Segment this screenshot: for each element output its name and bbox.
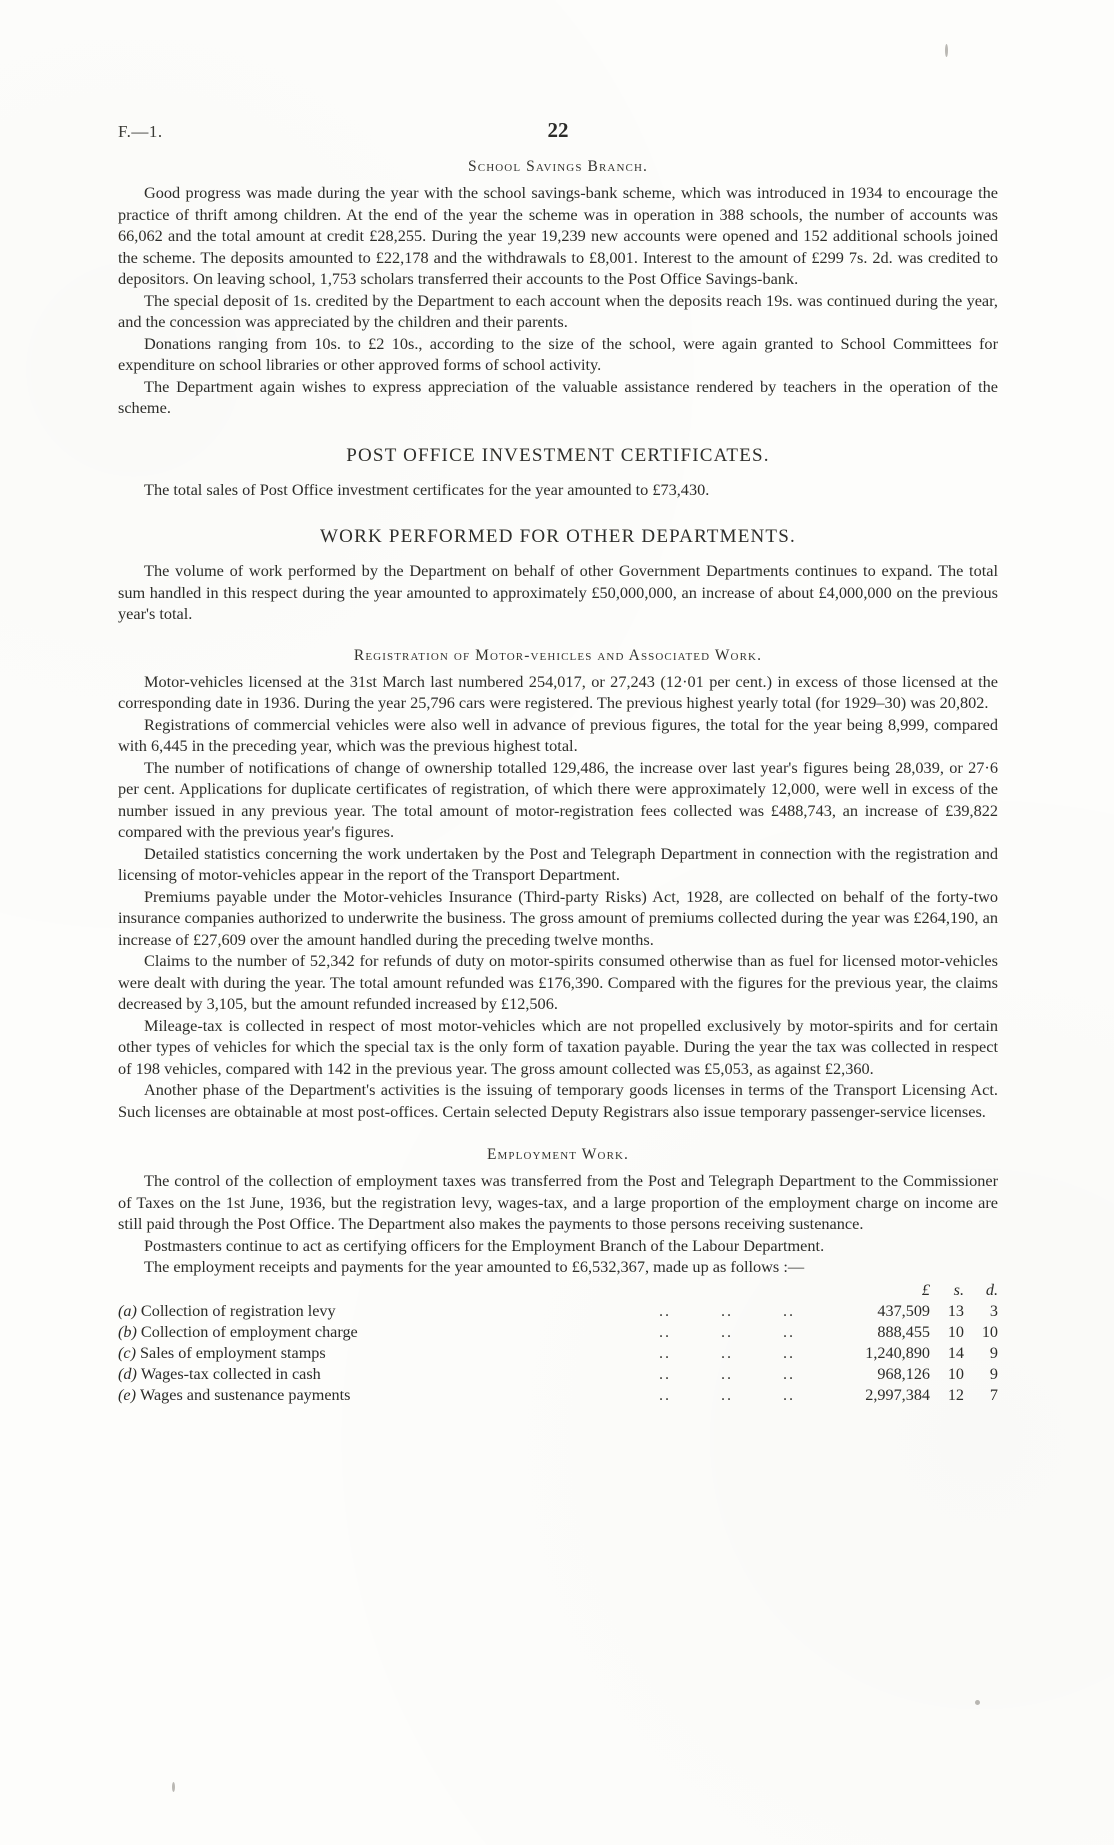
document-code: F.—1. bbox=[118, 122, 163, 141]
table-header-blank bbox=[758, 1280, 820, 1301]
table-header-blank bbox=[118, 1280, 634, 1301]
page-header bbox=[118, 118, 998, 148]
row-marker: (a) bbox=[118, 1301, 137, 1320]
row-label bbox=[118, 1364, 634, 1385]
paragraph: Motor-vehicles licensed at the 31st March last numbered 254,017, or 27,243 (12·01 per cent.) in excess of those licensed at the corresponding date in 1936. During the year 25,796 cars were registered. The previous highest yearly total (for 1929–30) was 20,802. bbox=[118, 671, 998, 712]
row-marker: (c) bbox=[118, 1343, 136, 1362]
row-marker: (d) bbox=[118, 1364, 137, 1383]
paragraph: The volume of work performed by the Department on behalf of other Government Departments continues to expand. The total sum handled in this respect during the year amounted to approximately £50,000,000, an increase of about £4,000,000 on the previous year's total. bbox=[118, 561, 998, 623]
row-text: Wages-tax collected in cash bbox=[140, 1364, 321, 1383]
row-label bbox=[118, 1301, 634, 1322]
row-dots: .. bbox=[658, 1385, 672, 1404]
column-header-pounds: £ bbox=[921, 1280, 930, 1299]
row-pence: 9 bbox=[989, 1343, 998, 1362]
row-dots: .. bbox=[658, 1343, 672, 1362]
row-label bbox=[118, 1343, 634, 1364]
paragraph: Registrations of commercial vehicles were also well in advance of previous figures, the total for the year being 8,999, compared with 6,445 in the preceding year, which was the previous highest total. bbox=[118, 714, 998, 755]
row-dots: .. bbox=[782, 1343, 796, 1362]
section-heading: WORK PERFORMED FOR OTHER DEPARTMENTS. bbox=[320, 526, 796, 547]
section-work-performed-for-other-departments bbox=[118, 526, 998, 625]
row-label bbox=[118, 1385, 634, 1406]
paragraph: The control of the collection of employment taxes was transferred from the Post and Telegraph Department to the Commissioner of Taxes on the 1st June, 1936, but the registration levy, wages-tax, and a large proportion of the employment charge on income are still paid through the Post Office. The Department also makes the payments to those persons receiving sustenance. bbox=[118, 1171, 998, 1233]
paragraph: The number of notifications of change of ownership totalled 129,486, the increase over last year's figures being 28,039, or 27·6 per cent. Applications for duplicate certificates of registration, of which there were approximately 12,000, were well in excess of the number issued in any previous year. The total amount of motor-registration fees collected was £488,743, an increase of £39,822 compared with the previous year's figures. bbox=[118, 757, 998, 841]
row-pence: 10 bbox=[981, 1322, 998, 1341]
row-dots: .. bbox=[720, 1301, 734, 1320]
row-dots: .. bbox=[720, 1364, 734, 1383]
table-header-blank bbox=[634, 1280, 696, 1301]
section-heading: Registration of Motor-vehicles and Associated Work. bbox=[353, 646, 763, 664]
row-pounds: 437,509 bbox=[877, 1301, 930, 1320]
section-post-office-investment-certificates bbox=[118, 445, 998, 501]
row-shillings: 14 bbox=[947, 1343, 964, 1362]
paragraph: The total sales of Post Office investment certificates for the year amounted to £73,430. bbox=[144, 479, 710, 499]
table-header-row bbox=[118, 1280, 998, 1301]
table-row bbox=[118, 1385, 998, 1406]
row-shillings: 13 bbox=[947, 1301, 964, 1320]
row-marker: (b) bbox=[118, 1322, 137, 1341]
row-pence: 7 bbox=[989, 1385, 998, 1404]
paragraph: Detailed statistics concerning the work undertaken by the Post and Telegraph Department in connection with the registration and licensing of motor-vehicles appear in the report of the Transport Department. bbox=[118, 843, 998, 884]
paper-speck bbox=[172, 1782, 175, 1792]
row-dots: .. bbox=[658, 1322, 672, 1341]
row-label bbox=[118, 1322, 634, 1343]
row-pence: 3 bbox=[989, 1301, 998, 1320]
row-dots: .. bbox=[658, 1364, 672, 1383]
table-row bbox=[118, 1343, 998, 1364]
row-shillings: 10 bbox=[947, 1364, 964, 1383]
row-dots: .. bbox=[782, 1364, 796, 1383]
section-registration-of-motor-vehicles bbox=[118, 647, 998, 1123]
row-pounds: 888,455 bbox=[877, 1322, 930, 1341]
row-dots: .. bbox=[658, 1301, 672, 1320]
page-content bbox=[118, 118, 998, 1406]
paragraph: Good progress was made during the year with the school savings-bank scheme, which was introduced in 1934 to encourage the practice of thrift among children. At the end of the year the scheme was in operation in 388 schools, the number of accounts was 66,062 and the total amount at credit £28,255. During the year 19,239 new accounts were opened and 152 additional schools joined the scheme. The deposits amounted to £22,178 and the withdrawals to £8,001. Interest to the amount of £299 7s. 2d. was credited to depositors. On leaving school, 1,753 scholars transferred their accounts to the Post Office Savings-bank. bbox=[118, 183, 998, 288]
row-text: Sales of employment stamps bbox=[140, 1343, 326, 1362]
table-row bbox=[118, 1301, 998, 1322]
table-row bbox=[118, 1322, 998, 1343]
paragraph: Another phase of the Department's activities is the issuing of temporary goods licenses in terms of the Transport Licensing Act. Such licenses are obtainable at most post-offices. Certain selected Deputy Registrars also issue temporary passenger-service licenses. bbox=[118, 1080, 998, 1121]
table-row bbox=[118, 1364, 998, 1385]
row-dots: .. bbox=[720, 1343, 734, 1362]
paragraph: Claims to the number of 52,342 for refunds of duty on motor-spirits consumed otherwise than as fuel for licensed motor-vehicles were dealt with during the year. The total amount refunded was £176,390. Compared with the figures for the previous year, the claims decreased by 3,105, but the amount refunded increased by £12,506. bbox=[118, 951, 998, 1013]
row-text: Wages and sustenance payments bbox=[140, 1385, 351, 1404]
paragraph: Postmasters continue to act as certifying officers for the Employment Branch of the Labour Department. bbox=[144, 1235, 825, 1255]
paragraph: Premiums payable under the Motor-vehicles Insurance (Third-party Risks) Act, 1928, are collected on behalf of the forty-two insurance companies authorized to underwrite the business. The gross amount of premiums collected during the year was £264,190, an increase of £27,609 over the amount handled during the preceding twelve months. bbox=[118, 886, 998, 949]
row-dots: .. bbox=[782, 1385, 796, 1404]
paper-speck bbox=[975, 1700, 980, 1705]
paragraph: Mileage-tax is collected in respect of most motor-vehicles which are not propelled exclusively by motor-spirits and for certain other types of vehicles for which the special tax is the only form of taxation payable. During the year the tax was collected in respect of 198 vehicles, compared with 142 in the previous year. The gross amount collected was £5,053, as against £2,360. bbox=[118, 1015, 998, 1078]
section-school-savings-branch bbox=[118, 158, 998, 419]
row-dots: .. bbox=[720, 1322, 734, 1341]
row-text: Collection of registration levy bbox=[140, 1301, 336, 1320]
row-shillings: 10 bbox=[947, 1322, 964, 1341]
section-heading: POST OFFICE INVESTMENT CERTIFICATES. bbox=[346, 444, 770, 466]
section-heading: Employment Work. bbox=[486, 1146, 630, 1163]
row-dots: .. bbox=[720, 1385, 734, 1404]
row-pounds: 968,126 bbox=[877, 1364, 930, 1383]
paragraph: Donations ranging from 10s. to £2 10s., according to the size of the school, were again granted to School Committees for expenditure on school libraries or other approved forms of school activity. bbox=[118, 333, 998, 374]
row-shillings: 12 bbox=[947, 1385, 964, 1404]
column-header-shillings: s. bbox=[953, 1280, 964, 1299]
paragraph: The employment receipts and payments for the year amounted to £6,532,367, made up as follows :— bbox=[144, 1257, 805, 1276]
row-pounds: 1,240,890 bbox=[865, 1343, 930, 1362]
paragraph: The special deposit of 1s. credited by the Department to each account when the deposits reach 19s. was continued during the year, and the concession was appreciated by the children and their parents. bbox=[118, 290, 998, 331]
row-pounds: 2,997,384 bbox=[865, 1385, 930, 1404]
row-dots: .. bbox=[782, 1322, 796, 1341]
row-pence: 9 bbox=[989, 1364, 998, 1383]
section-heading: School Savings Branch. bbox=[468, 158, 648, 175]
column-header-pence: d. bbox=[985, 1280, 998, 1299]
page-number: 22 bbox=[547, 118, 569, 142]
row-dots: .. bbox=[782, 1301, 796, 1320]
employment-amounts-table bbox=[118, 1280, 998, 1406]
table-header-blank bbox=[696, 1280, 758, 1301]
section-employment-work bbox=[118, 1146, 998, 1406]
paragraph: The Department again wishes to express appreciation of the valuable assistance rendered by teachers in the operation of the scheme. bbox=[118, 376, 998, 417]
row-marker: (e) bbox=[118, 1385, 136, 1404]
paper-speck bbox=[945, 44, 948, 57]
row-text: Collection of employment charge bbox=[140, 1322, 358, 1341]
